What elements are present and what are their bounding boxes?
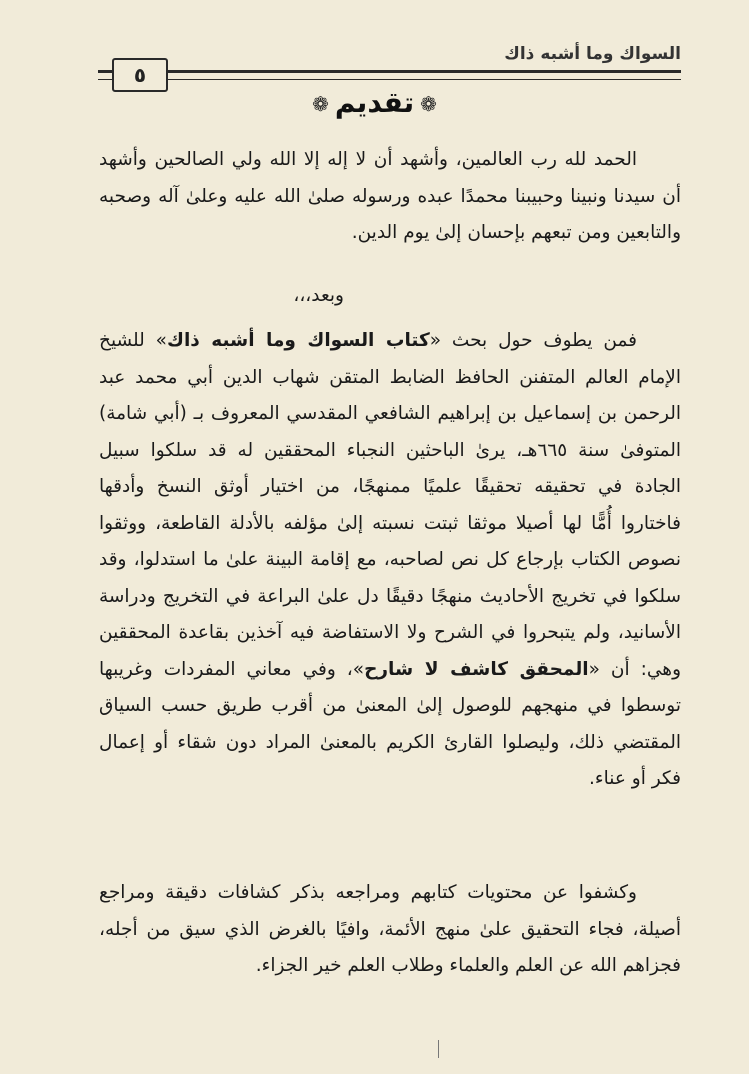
running-header-title: السواك وما أشبه ذاك bbox=[504, 44, 681, 64]
page-fold-mark bbox=[438, 1040, 439, 1058]
flower-ornament-icon: ❁ bbox=[420, 92, 437, 116]
maxim-bold: المحقق كاشف لا شارح bbox=[364, 658, 589, 680]
paragraph-opening bbox=[99, 142, 681, 252]
book-title-bold: كتاب السواك وما أشبه ذاك bbox=[167, 330, 430, 351]
paragraph-text: الحمد لله رب العالمين، وأشهد أن لا إله إلا الله ولي الصالحين وأشهد أن سيدنا ونبينا وحبيبنا محمدًا عبده ورسوله صلىٰ الله عليه وعلىٰ آله وصحبه والتابعين ومن تبعهم بإحسان إلىٰ يوم الدين. bbox=[99, 149, 681, 243]
paragraph-text: وكشفوا عن محتويات كتابهم ومراجعه بذكر كشافات دقيقة ومراجع أصيلة، فجاء التحقيق علىٰ منهج الأئمة، وافيًا بالغرض الذي سيق من أجله، فجزاهم الله عن العلم والعلماء وطلاب العلم خير الجزاء. bbox=[99, 882, 681, 976]
paragraph-main bbox=[99, 323, 681, 798]
paragraph-text bbox=[99, 323, 681, 798]
wabaad-line: وبعد،،، bbox=[293, 285, 344, 306]
paragraph-segment: فمن يطوف حول بحث « bbox=[429, 330, 637, 351]
chapter-title: تقديم bbox=[334, 86, 415, 119]
paragraph-segment: »، وفي معاني المفردات وغريبها توسطوا في منهجهم للوصول إلىٰ المعنىٰ من أقرب طريق حسب السياق المقتضي ذلك، وليصلوا القارئ الكريم بالمعنىٰ المراد دون شقاء أو إعمال فكر أو عناء. bbox=[99, 658, 681, 789]
chapter-heading bbox=[0, 86, 749, 119]
page-number: ٥ bbox=[112, 58, 168, 92]
flower-ornament-icon: ❁ bbox=[312, 92, 329, 116]
header-rule bbox=[98, 70, 681, 80]
paragraph-segment: » للشيخ الإمام العالم المتفنن الحافظ الضابط المتقن شهاب الدين أبي محمد عبد الرحمن بن إسماعيل بن إبراهيم الشافعي المقدسي المعروف بـ (أبي شامة) المتوفىٰ سنة ٦٦٥هـ، يرىٰ الباحثين النجباء المحققين له قد سلكوا سبيل الجادة في تحقيقه تحقيقًا علميًا ممنهجًا، من اختيار أوثق النسخ وأدقها فاختاروا أُمًّا لها أصيلا موثقا ثبتت نسبته إلىٰ مؤلفه بالأدلة القاطعة، ووثقوا نصوص الكتاب بإرجاع كل نص لصاحبه، مع إقامة البينة علىٰ ما استدلوا، وقد سلكوا في تخريج الأحاديث منهجًا دقيقًا دل علىٰ البراعة في التخريج ودراسة الأسانيد، ولم يتبحروا في الشرح ولا الاستفاضة فيه آخذين بقاعدة المحققين وهي: أن « bbox=[99, 330, 681, 680]
paragraph-closing bbox=[99, 875, 681, 985]
